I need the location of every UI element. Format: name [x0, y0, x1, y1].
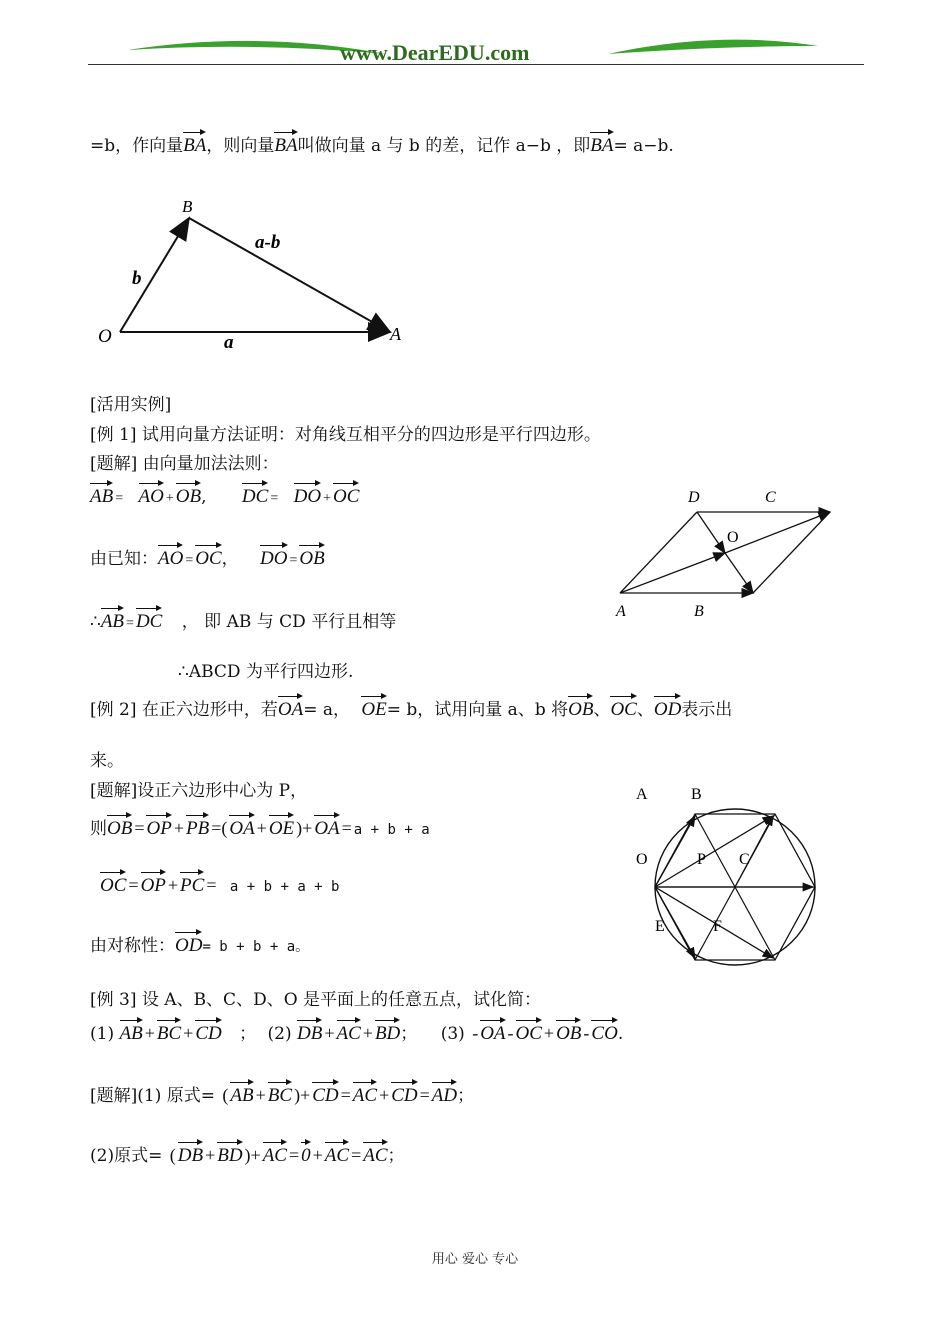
vector-DB: DB — [178, 1142, 203, 1168]
vector-AC: AC — [325, 1142, 349, 1168]
point-A-label: A — [616, 603, 626, 620]
point-B-label: B — [694, 603, 704, 620]
vector-OA: OA — [480, 1020, 505, 1046]
vector-DC: DC — [242, 483, 268, 509]
header-rule — [88, 64, 864, 65]
vector-DO: DO — [294, 483, 321, 509]
example2-title-cont: 来。 — [90, 751, 124, 771]
example2-title — [90, 696, 732, 722]
hex-C-label: C — [739, 851, 750, 868]
example1-solution-intro: [题解] 由向量加法法则： — [90, 454, 279, 474]
ex2-text-3: = b，试用向量 a、b 将 — [386, 700, 569, 720]
example3-solution-2: (2)原式= ( DB + BD )+ AC = 0 + AC = AC； — [90, 1142, 405, 1168]
ex2-sep: 、 — [636, 700, 654, 720]
vector-PB: PB — [186, 815, 209, 841]
vector-OA: OA — [278, 696, 303, 722]
header-leaf-right-icon — [608, 36, 820, 62]
ex2-text-4: 表示出 — [681, 700, 733, 720]
point-D-label: D — [688, 489, 700, 506]
hex-B-label: B — [691, 786, 702, 803]
vector-a-minus-b-arrow — [189, 218, 390, 332]
vector-DC: DC — [136, 608, 162, 634]
vector-OA: OA — [229, 815, 254, 841]
ex2-result-3: = b + b + a。 — [202, 939, 310, 955]
vector-AC: AC — [263, 1142, 287, 1168]
hex-O-label: O — [636, 851, 648, 868]
intro-text-4: = a−b. — [613, 136, 674, 156]
vector-CD: CD — [312, 1082, 338, 1108]
vector-OC: OC — [610, 696, 636, 722]
hex-A-label: A — [636, 786, 648, 803]
ex2-sep: 、 — [593, 700, 611, 720]
point-O-label: O — [98, 326, 112, 347]
label-a: a — [224, 332, 234, 353]
semicolon: ； — [239, 1024, 257, 1044]
example2-eq3 — [90, 932, 309, 959]
vector-OD: OD — [654, 696, 681, 722]
intro-text-2: ，则向量 — [206, 136, 275, 156]
vector-PC: PC — [180, 872, 204, 898]
semicolon: ； — [457, 1086, 475, 1106]
vector-OP: OP — [146, 815, 171, 841]
point-B-label: B — [182, 197, 193, 216]
item-2-label: (2) — [267, 1024, 292, 1044]
example3-solution-1: [题解](1) 原式= ( AB + BC )+ CD = AC + CD = AD； — [90, 1082, 474, 1108]
semicolon: ； — [400, 1024, 418, 1044]
page-footer: 用心 爱心 专心 — [431, 1252, 519, 1267]
conclusion-text: ， 即 AB 与 CD 平行且相等 — [181, 612, 397, 632]
point-O-label: O — [727, 529, 739, 546]
figure-parallelogram — [610, 485, 850, 625]
vector-AB: AB — [120, 1020, 143, 1046]
vector-AB: AB — [90, 483, 113, 509]
vector-CD: CD — [391, 1082, 417, 1108]
vector-OE: OE — [269, 815, 294, 841]
vector-BD: BD — [375, 1020, 400, 1046]
example3-title: [例 3] 设 A、B、C、D、O 是平面上的任意五点，试化简： — [90, 990, 542, 1010]
vector-b-arrow — [120, 218, 189, 332]
example1-eq2: 由已知：AO = OC， DO = OB — [90, 545, 325, 573]
vector-AC: AC — [353, 1082, 377, 1108]
ex2-text-1: [例 2] 在正六边形中，若 — [90, 700, 278, 720]
solution-2-label: (2)原式= — [90, 1146, 163, 1166]
example1-title: [例 1] 试用向量方法证明：对角线互相平分的四边形是平行四边形。 — [90, 425, 601, 445]
symmetry-label: 由对称性： — [90, 936, 175, 956]
section-heading: [活用实例] — [90, 395, 172, 415]
vector-CD: CD — [195, 1020, 221, 1046]
hex-P-label: P — [697, 851, 706, 868]
known-label: 由已知： — [90, 549, 158, 569]
vector-CO: CO — [591, 1020, 617, 1046]
therefore-symbol: ∴ — [90, 612, 101, 632]
ex2-text-2: = a， — [303, 700, 351, 720]
label-a-minus-b: a-b — [255, 232, 281, 253]
vector-AO: AO — [158, 545, 183, 571]
vector-OC: OC — [333, 483, 359, 509]
vector-BC: BC — [268, 1082, 292, 1108]
point-A-label: A — [390, 324, 401, 344]
vector-BA: BA — [274, 132, 297, 158]
example2-solution-intro: [题解]设正六边形中心为 P， — [90, 781, 308, 801]
vector-OD: OD — [175, 932, 202, 958]
vector-OB: OB — [556, 1020, 581, 1046]
vector-AC: AC — [337, 1020, 361, 1046]
example1-eq1: AB = AO + OB, DC = DO + OC — [90, 483, 359, 511]
vector-BD: BD — [217, 1142, 242, 1168]
point-C-label: C — [765, 489, 776, 506]
ex2-result-2: a + b + a + b — [229, 879, 340, 895]
hex-F-label: F — [713, 918, 722, 935]
vector-OP: OP — [141, 872, 166, 898]
ze-label: 则 — [90, 819, 107, 839]
vector-AB: AB — [101, 608, 124, 634]
vector-OC: OC — [100, 872, 126, 898]
period: . — [617, 1024, 624, 1044]
example1-eq3: ∴AB = DC ， 即 AB 与 CD 平行且相等 — [90, 608, 396, 636]
figure-hexagon — [625, 780, 825, 970]
vector-OC: OC — [516, 1020, 542, 1046]
hex-E-label: E — [655, 918, 665, 935]
label-b: b — [132, 268, 142, 289]
example3-items: (1) AB + BC + CD ； (2) DB + AC + BD； (3) - OA - OC + OB - CO. — [90, 1020, 623, 1046]
vector-DO: DO — [260, 545, 287, 571]
intro-text-1: =b，作向量 — [90, 136, 184, 156]
solution-1-label: [题解](1) 原式= — [90, 1086, 215, 1106]
semicolon: ； — [387, 1146, 405, 1166]
ex2-result-1: a + b + a — [353, 822, 430, 838]
vector-OB: OB — [107, 815, 132, 841]
vector-BA: BA — [590, 132, 613, 158]
example2-eq1: 则OB = OP + PB =( OA + OE )+ OA = a + b + a — [90, 815, 430, 842]
vector-OB: OB — [176, 483, 201, 509]
example1-conclusion: ∴ABCD 为平行四边形. — [178, 662, 354, 682]
example2-eq2: OC = OP + PC = a + b + a + b — [100, 872, 339, 899]
intro-text-3: 叫做向量 a 与 b 的差，记作 a−b ，即 — [297, 136, 591, 156]
vector-OB: OB — [299, 545, 324, 571]
vector-OE: OE — [361, 696, 386, 722]
vector-AD: AD — [432, 1082, 457, 1108]
vector-AO: AO — [139, 483, 164, 509]
vector-OB: OB — [568, 696, 593, 722]
vector-DB: DB — [297, 1020, 322, 1046]
zero-vector: 0 — [301, 1142, 311, 1168]
vector-OC: OC — [195, 545, 221, 571]
item-3-label: (3) — [440, 1024, 465, 1044]
intro-line — [90, 132, 674, 158]
site-name: www.DearEDU.com — [340, 40, 530, 65]
figure-vector-subtraction — [90, 190, 420, 355]
vector-BA: BA — [183, 132, 206, 158]
vector-AB: AB — [230, 1082, 253, 1108]
vector-BC: BC — [157, 1020, 181, 1046]
item-1-label: (1) — [90, 1024, 115, 1044]
page-header — [88, 30, 864, 70]
vector-OA: OA — [314, 815, 339, 841]
vector-AC: AC — [363, 1142, 387, 1168]
